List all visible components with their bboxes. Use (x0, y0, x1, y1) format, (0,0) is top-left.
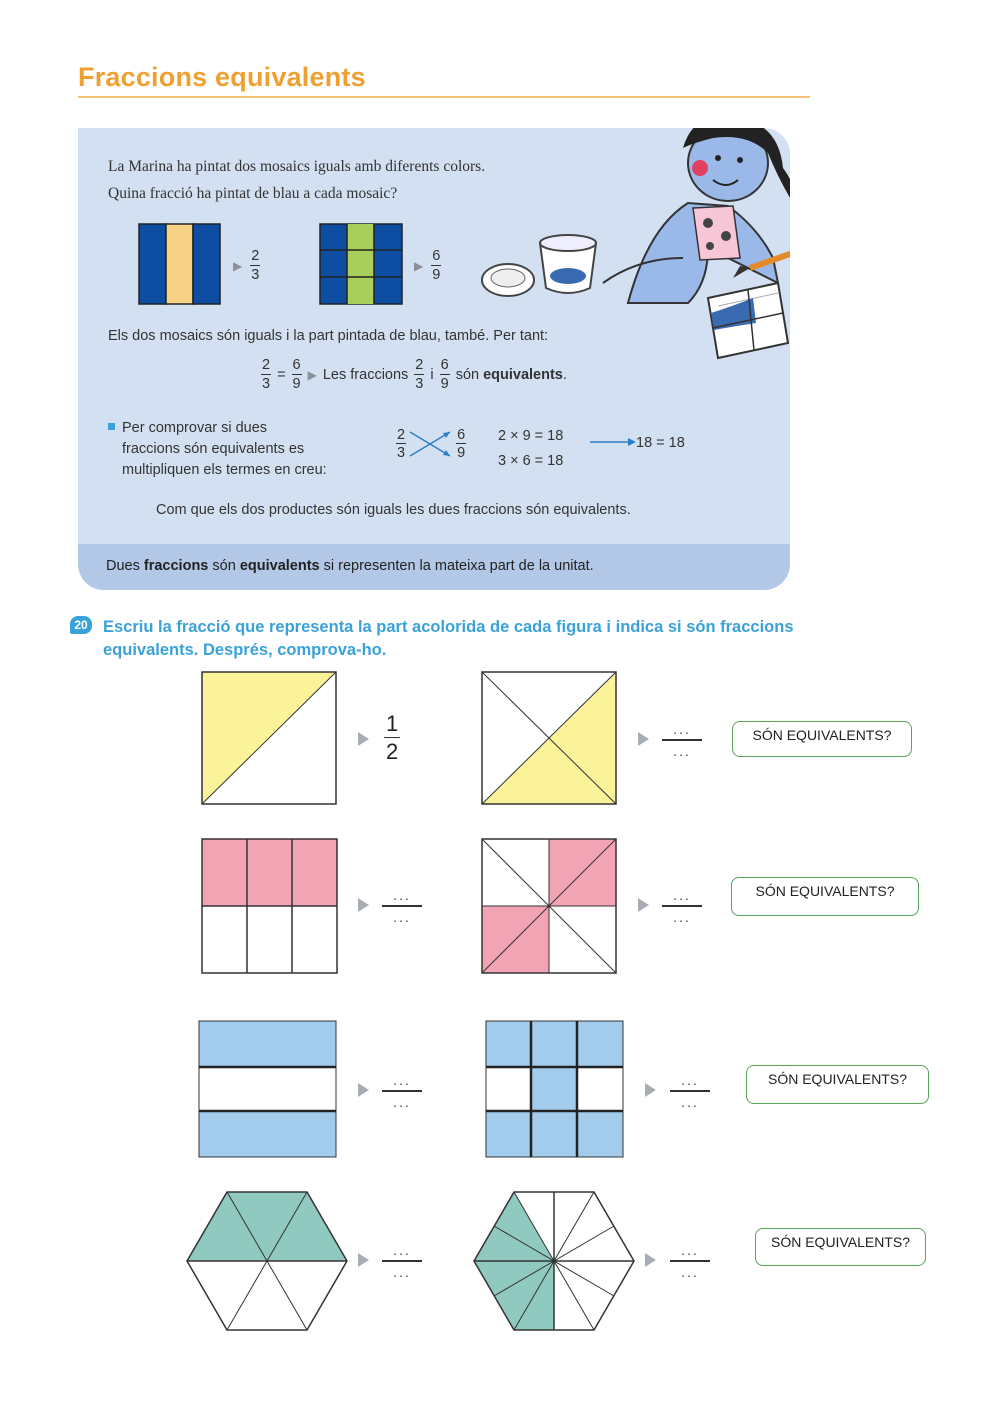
equivalence-answer-box[interactable]: SÓN EQUIVALENTS? (746, 1065, 929, 1104)
arrow-icon (358, 1083, 369, 1097)
rule-text: Dues fraccions són equivalents si representen la mateixa part de la unitat. (106, 558, 594, 574)
mosaic-2-result (414, 249, 441, 282)
product-1: 2 × 9 = 18 (498, 428, 564, 444)
rule-bar (78, 544, 790, 590)
equivalence-answer-box[interactable]: SÓN EQUIVALENTS? (731, 877, 919, 916)
grid-ninths (485, 1020, 624, 1158)
fraction-answer-blank[interactable]: ... ... (662, 889, 702, 923)
fraction-answer-blank[interactable]: ... ... (382, 1244, 422, 1278)
products-note: Com que els dos productes són iguals les dues fraccions són equivalents. (156, 502, 631, 518)
hexagon-sixths (186, 1190, 348, 1332)
intro-line-1: La Marina ha pintat dos mosaics iguals amb diferents colors. (108, 158, 486, 175)
intro-line-2: Quina fracció ha pintat de blau a cada mosaic? (108, 185, 398, 202)
fraction-answer-blank[interactable]: ... ... (382, 889, 422, 923)
equivalence-answer-box[interactable]: SÓN EQUIVALENTS? (732, 721, 912, 757)
exercise-instruction: Escriu la fracció que representa la part acolorida de cada figura i indica si són fraccions equivalents. Després, comprova-ho. (103, 618, 794, 659)
bullet-text: Per comprovar si dues fraccions són equivalents es multipliquen els termes en creu: (122, 420, 327, 478)
exercise-number-badge: 20 (70, 616, 92, 634)
cross-multiplication: $\frac{2}{3}$ $\frac{6}{9}$ (397, 426, 466, 461)
arrow-icon (358, 1253, 369, 1267)
fraction-answer-blank[interactable]: ... ... (670, 1244, 710, 1278)
mosaic-1-result (233, 249, 260, 282)
rectangle-thirds-horizontal (198, 1020, 337, 1158)
mosaic-thirds (138, 223, 222, 305)
mosaic-2-fraction: $\frac{6}{9}$ (432, 248, 441, 283)
result-arrow-icon (590, 436, 638, 448)
mosaic-1-fraction: $\frac{2}{3}$ (251, 248, 260, 283)
arrow-icon: ▶ (307, 367, 317, 382)
arrow-icon (645, 1253, 656, 1267)
mosaic-ninths (319, 223, 403, 305)
page-title: Fraccions equivalents (78, 62, 366, 92)
arrow-icon (645, 1083, 656, 1097)
fraction-answer-blank[interactable]: ... ... (670, 1074, 710, 1108)
square-half-diagonal (201, 671, 337, 805)
arrow-icon: ▶ (414, 258, 424, 273)
title-underline (78, 96, 810, 98)
conclusion-text: Els dos mosaics són iguals i la part pintada de blau, també. Per tant: (108, 328, 549, 344)
equivalence-answer-box[interactable]: SÓN EQUIVALENTS? (755, 1228, 926, 1266)
bullet-icon (108, 423, 115, 430)
arrow-icon (358, 898, 369, 912)
cross-result: 18 = 18 (636, 435, 685, 451)
cross-arrows-icon (406, 426, 456, 462)
fraction-answer-blank[interactable]: ... ... (662, 723, 702, 757)
explanation-panel (78, 128, 790, 590)
arrow-icon (638, 732, 649, 746)
arrow-icon: ▶ (233, 258, 243, 273)
hexagon-twelfths (473, 1190, 635, 1332)
arrow-icon (358, 732, 369, 746)
fraction-answer-blank[interactable]: ... ... (382, 1074, 422, 1108)
product-2: 3 × 6 = 18 (498, 453, 564, 469)
square-quarter-triangles (481, 671, 617, 805)
equivalence-equation: $\frac{2}{3}$ = $\frac{6}{9}$ ▶ Les fraccions $\frac{2}{3}$ i $\frac{6}{9}$ són equivalents . (262, 357, 567, 392)
rectangle-sixths (201, 838, 338, 974)
arrow-icon (638, 898, 649, 912)
example-fraction: 1 2 (386, 711, 399, 764)
cross-products (498, 424, 563, 474)
square-eighths (481, 838, 617, 974)
